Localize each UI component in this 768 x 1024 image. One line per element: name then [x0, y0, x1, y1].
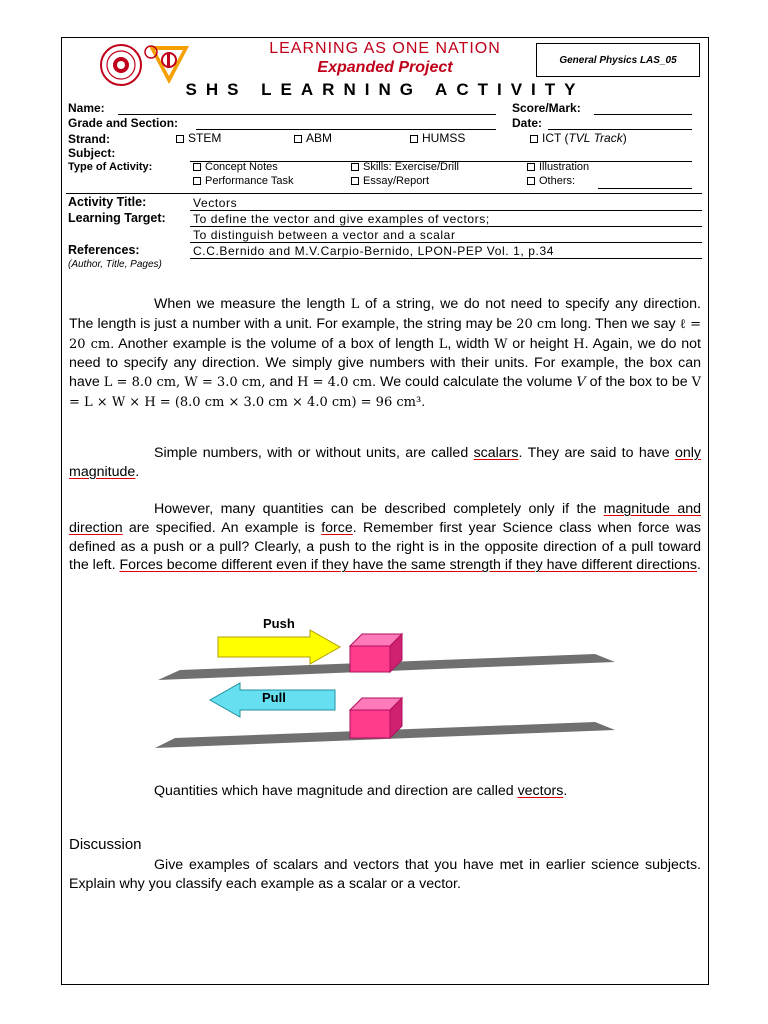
- paragraph-length-scalars: When we measure the length L of a string, we do not need to specify any direction. The length is just a number with a unit. For example, the string may be 20 cm long. Then we say ℓ = 20 cm. Another example is the volume of a box of length L, width W or height H. Again, we do not need to specify any direction. We simply give numbers with their units. For example, the box can have L = 8.0 cm, W = 3.0 cm, and H = 4.0 cm. We could calculate the volume V of the box to be V = L × W × H = (8.0 cm × 3.0 cm × 4.0 cm) = 96 cm³.: [69, 296, 701, 410]
- references-value: C.C.Bernido and M.V.Carpio-Bernido, LPON-PEP Vol. 1, p.34: [193, 244, 555, 258]
- checkbox-icon: [527, 163, 535, 171]
- term-only-magnitude: only magnitude: [69, 445, 701, 480]
- type-option-skills[interactable]: Skills: Exercise/Drill: [351, 161, 459, 173]
- strand-option-humss[interactable]: HUMSS: [410, 131, 465, 145]
- forces-statement: Forces become different even if they have the same strength if they have different directions: [119, 557, 698, 574]
- push-box: [350, 646, 390, 672]
- date-label: Date:: [512, 116, 543, 130]
- strand-option-ict[interactable]: ICT (TVL Track): [530, 131, 627, 145]
- type-option-others[interactable]: Others:: [527, 175, 575, 187]
- header-project-name: Expanded Project: [317, 59, 453, 76]
- score-line[interactable]: [594, 114, 692, 115]
- push-arrow-icon: [218, 630, 340, 664]
- references-hint: (Author, Title, Pages): [68, 259, 162, 270]
- page-title: SHS LEARNING ACTIVITY: [185, 80, 585, 99]
- push-label: Push: [263, 616, 295, 631]
- header-program-name: LEARNING AS ONE NATION: [269, 40, 501, 57]
- checkbox-icon: [530, 135, 538, 143]
- paragraph-scalars-definition: Simple numbers, with or without units, are called scalars. They are said to have only magnitude.: [69, 445, 701, 480]
- paragraph-discussion: Give examples of scalars and vectors that you have met in earlier science subjects. Explain why you classify each example as a scalar or a vector.: [69, 857, 701, 892]
- type-option-concept-notes[interactable]: Concept Notes: [193, 161, 278, 173]
- pull-box: [350, 710, 390, 738]
- type-option-illustration[interactable]: Illustration: [527, 161, 589, 173]
- others-line[interactable]: [598, 188, 692, 189]
- checkbox-icon: [176, 135, 184, 143]
- school-seal-logo: [100, 44, 142, 86]
- checkbox-icon: [351, 163, 359, 171]
- term-magnitude-direction: magnitude and direction: [69, 501, 701, 536]
- date-line[interactable]: [548, 129, 692, 130]
- learning-target-line-2: [190, 242, 702, 243]
- checkbox-icon: [527, 177, 535, 185]
- subject-label: Subject:: [68, 146, 116, 160]
- checkbox-icon: [351, 177, 359, 185]
- activity-type-label: Type of Activity:: [68, 161, 153, 173]
- activity-title-line: [190, 210, 702, 211]
- learning-target-line-1: [190, 226, 702, 227]
- checkbox-icon: [410, 135, 418, 143]
- term-vectors: vectors: [517, 783, 564, 799]
- references-label: References:: [68, 243, 140, 257]
- strand-label: Strand:: [68, 132, 110, 146]
- term-force: force: [321, 519, 353, 536]
- learning-target-2: To distinguish between a vector and a scalar: [193, 228, 456, 242]
- references-line: [190, 258, 702, 259]
- paragraph-force: However, many quantities can be described completely only if the magnitude and direction are specified. An example is force. Remember first year Science class when force was defined as a push or a pull? Clearly, a push to the right is in the opposite direction of a pull toward the left. Forces become different even if they have the same strength if they have different directions.: [69, 501, 701, 574]
- name-label: Name:: [68, 101, 105, 115]
- push-pull-illustration: [150, 610, 620, 755]
- section-divider: [66, 193, 702, 194]
- grade-section-label: Grade and Section:: [68, 116, 179, 130]
- type-option-essay[interactable]: Essay/Report: [351, 175, 429, 187]
- activity-title-label: Activity Title:: [68, 195, 147, 209]
- activity-title-value: Vectors: [193, 196, 238, 210]
- grade-section-line[interactable]: [196, 129, 496, 130]
- checkbox-icon: [193, 163, 201, 171]
- type-option-performance-task[interactable]: Performance Task: [193, 175, 293, 187]
- score-label: Score/Mark:: [512, 101, 581, 115]
- term-scalars: scalars: [473, 445, 519, 461]
- learning-target-label: Learning Target:: [68, 211, 166, 225]
- checkbox-icon: [193, 177, 201, 185]
- las-code-box: General Physics LAS_05: [536, 43, 700, 77]
- name-line[interactable]: [118, 114, 496, 115]
- pull-label: Pull: [262, 690, 286, 705]
- checkbox-icon: [294, 135, 302, 143]
- strand-option-abm[interactable]: ABM: [294, 131, 332, 145]
- paragraph-vectors-definition: Quantities which have magnitude and direction are called vectors.: [154, 783, 568, 799]
- strand-option-stem[interactable]: STEM: [176, 131, 221, 145]
- learning-target-1: To define the vector and give examples of vectors;: [193, 212, 490, 226]
- discussion-heading: Discussion: [69, 836, 142, 853]
